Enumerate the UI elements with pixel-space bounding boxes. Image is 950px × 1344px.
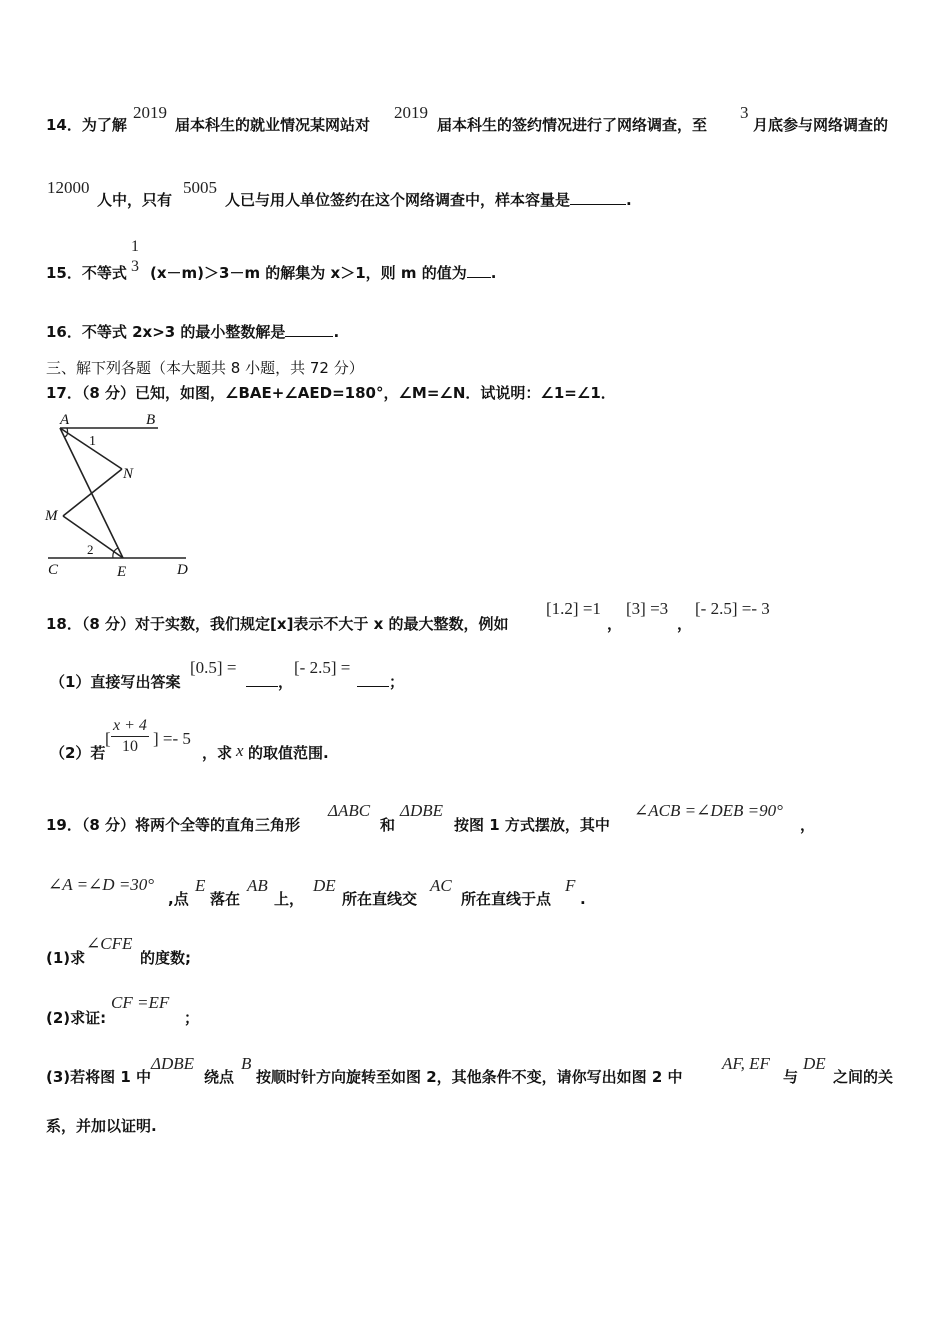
q18-part2-rbracket: ] =- 5 bbox=[153, 729, 191, 748]
q19-sub3-triangle: ΔDBE bbox=[151, 1054, 195, 1073]
label-c: C bbox=[48, 562, 59, 578]
q14-number: 14．为了解 bbox=[46, 116, 127, 134]
q19-sub3-last: 系，并加以证明. bbox=[46, 1117, 157, 1135]
q19-point-e: E bbox=[195, 876, 206, 895]
q19-l2a: ,点 bbox=[168, 890, 189, 908]
label-angle-2: 2 bbox=[87, 542, 94, 557]
q19-triangle-2: ΔDBE bbox=[400, 801, 444, 820]
line-nm bbox=[63, 469, 122, 516]
q19-sub3-de: DE bbox=[803, 1054, 826, 1073]
q19-seg-de: DE bbox=[313, 876, 336, 895]
q18-part2-post-1: ，求 bbox=[202, 744, 233, 762]
label-m: M bbox=[45, 508, 58, 524]
section-3-heading: 三、解下列各题（本大题共 8 小题，共 72 分） bbox=[46, 359, 364, 377]
q19-comma: ， bbox=[800, 816, 816, 834]
q19-sub3-af-ef: AF, EF bbox=[722, 1054, 770, 1073]
q18-part2-lbracket: [ bbox=[105, 729, 111, 748]
q18-part2-label: （2）若 bbox=[50, 744, 106, 762]
q19-seg-ab: AB bbox=[247, 876, 268, 895]
q19-l2b: 落在 bbox=[210, 890, 241, 908]
q19-condition-1: ∠ACB =∠DEB =90° bbox=[634, 801, 783, 820]
q19-and: 和 bbox=[380, 816, 396, 834]
q18-part2-fraction bbox=[111, 716, 149, 757]
q18-part2-post-2: 的取值范围. bbox=[248, 744, 329, 762]
q18-part1-a: [0.5] = bbox=[190, 658, 237, 677]
q14-text-2: 届本科生的签约情况进行了网络调查，至 bbox=[437, 116, 708, 134]
q15-frac-num: 1 bbox=[131, 238, 139, 255]
q14-year-2: 2019 bbox=[394, 103, 428, 122]
q19-sub1-post: 的度数; bbox=[140, 949, 191, 967]
label-n: N bbox=[123, 466, 134, 482]
q19-sub1-pre: (1)求 bbox=[46, 949, 86, 967]
q18-example-1: [1.2] =1 bbox=[546, 599, 601, 618]
q19-sub3-a: 绕点 bbox=[204, 1068, 235, 1086]
q15-frac-den: 3 bbox=[131, 258, 139, 275]
q18-sep-2: ， bbox=[677, 615, 693, 633]
q18-example-2: [3] =3 bbox=[626, 599, 669, 618]
q18-part1-b: [- 2.5] = bbox=[294, 658, 351, 677]
q15-fraction bbox=[129, 237, 141, 277]
q14-total: 12000 bbox=[47, 178, 90, 197]
q19-sub1-math: ∠CFE bbox=[86, 934, 133, 953]
q18-part1-blank-a: ， bbox=[246, 672, 293, 692]
q19-sub3-d: 之间的关 bbox=[833, 1068, 894, 1086]
q19-condition-2: ∠A =∠D =30° bbox=[48, 875, 155, 894]
q19-point-f: F bbox=[565, 876, 576, 895]
q19-sub3-c: 与 bbox=[783, 1068, 799, 1086]
q17-figure bbox=[40, 408, 200, 580]
q14-text-4: 人中，只有 bbox=[97, 191, 173, 209]
q19-l2f: . bbox=[580, 890, 586, 908]
q19-sub3-point-b: B bbox=[241, 1054, 252, 1073]
label-d: D bbox=[177, 562, 188, 578]
q14-year-1: 2019 bbox=[133, 103, 167, 122]
q18-part1-blank-b: ； bbox=[357, 672, 404, 692]
q19-sub2-math: CF =EF bbox=[111, 993, 170, 1012]
q14-text-1: 届本科生的就业情况某网站对 bbox=[175, 116, 371, 134]
q19-seg-ac: AC bbox=[430, 876, 452, 895]
q19-l2d: 所在直线交 bbox=[342, 890, 418, 908]
q14-month: 3 bbox=[740, 103, 749, 122]
q19-l2c: 上， bbox=[274, 890, 305, 908]
q18-frac-den: 10 bbox=[121, 738, 138, 755]
q16-text: 16．不等式 2x>3 的最小整数解是 . bbox=[46, 323, 340, 341]
label-a: A bbox=[60, 412, 70, 428]
q19-mid: 按图 1 方式摆放，其中 bbox=[454, 816, 610, 834]
q14-signed: 5005 bbox=[183, 178, 217, 197]
q18-text: 18．（8 分）对于实数，我们规定[x]表示不大于 x 的最大整数，例如 bbox=[46, 615, 509, 633]
q18-part1-label: （1）直接写出答案 bbox=[50, 673, 181, 691]
q15-text-post: (x－m)＞3－m 的解集为 x＞1，则 m 的值为 . bbox=[150, 264, 497, 282]
q18-example-3: [- 2.5] =- 3 bbox=[695, 599, 770, 618]
q17-text: 17．（8 分）已知，如图，∠BAE+∠AED=180°，∠M=∠N．试说明：∠1=∠1． bbox=[46, 384, 616, 402]
q18-sep-1: ， bbox=[607, 615, 623, 633]
q14-text-5: 人已与用人单位签约在这个网络调查中，样本容量是 . bbox=[225, 191, 632, 209]
q19-text: 19．（8 分）将两个全等的直角三角形 bbox=[46, 816, 301, 834]
q19-l2e: 所在直线于点 bbox=[461, 890, 552, 908]
label-angle-1: 1 bbox=[89, 434, 96, 449]
q18-part2-x: x bbox=[236, 741, 244, 760]
q15-text-pre: 15．不等式 bbox=[46, 264, 127, 282]
label-b: B bbox=[146, 412, 156, 428]
q19-sub2-post: ； bbox=[184, 1009, 200, 1027]
q14-text-3: 月底参与网络调查的 bbox=[753, 116, 889, 134]
label-e: E bbox=[117, 564, 127, 580]
q19-sub2-pre: (2)求证: bbox=[46, 1009, 107, 1027]
q19-triangle-1: ΔABC bbox=[328, 801, 371, 820]
q19-sub3-b: 按顺时针方向旋转至如图 2，其他条件不变，请你写出如图 2 中 bbox=[256, 1068, 683, 1086]
q19-sub3-pre: (3)若将图 1 中 bbox=[46, 1068, 152, 1086]
q18-frac-num: x + 4 bbox=[111, 716, 149, 737]
